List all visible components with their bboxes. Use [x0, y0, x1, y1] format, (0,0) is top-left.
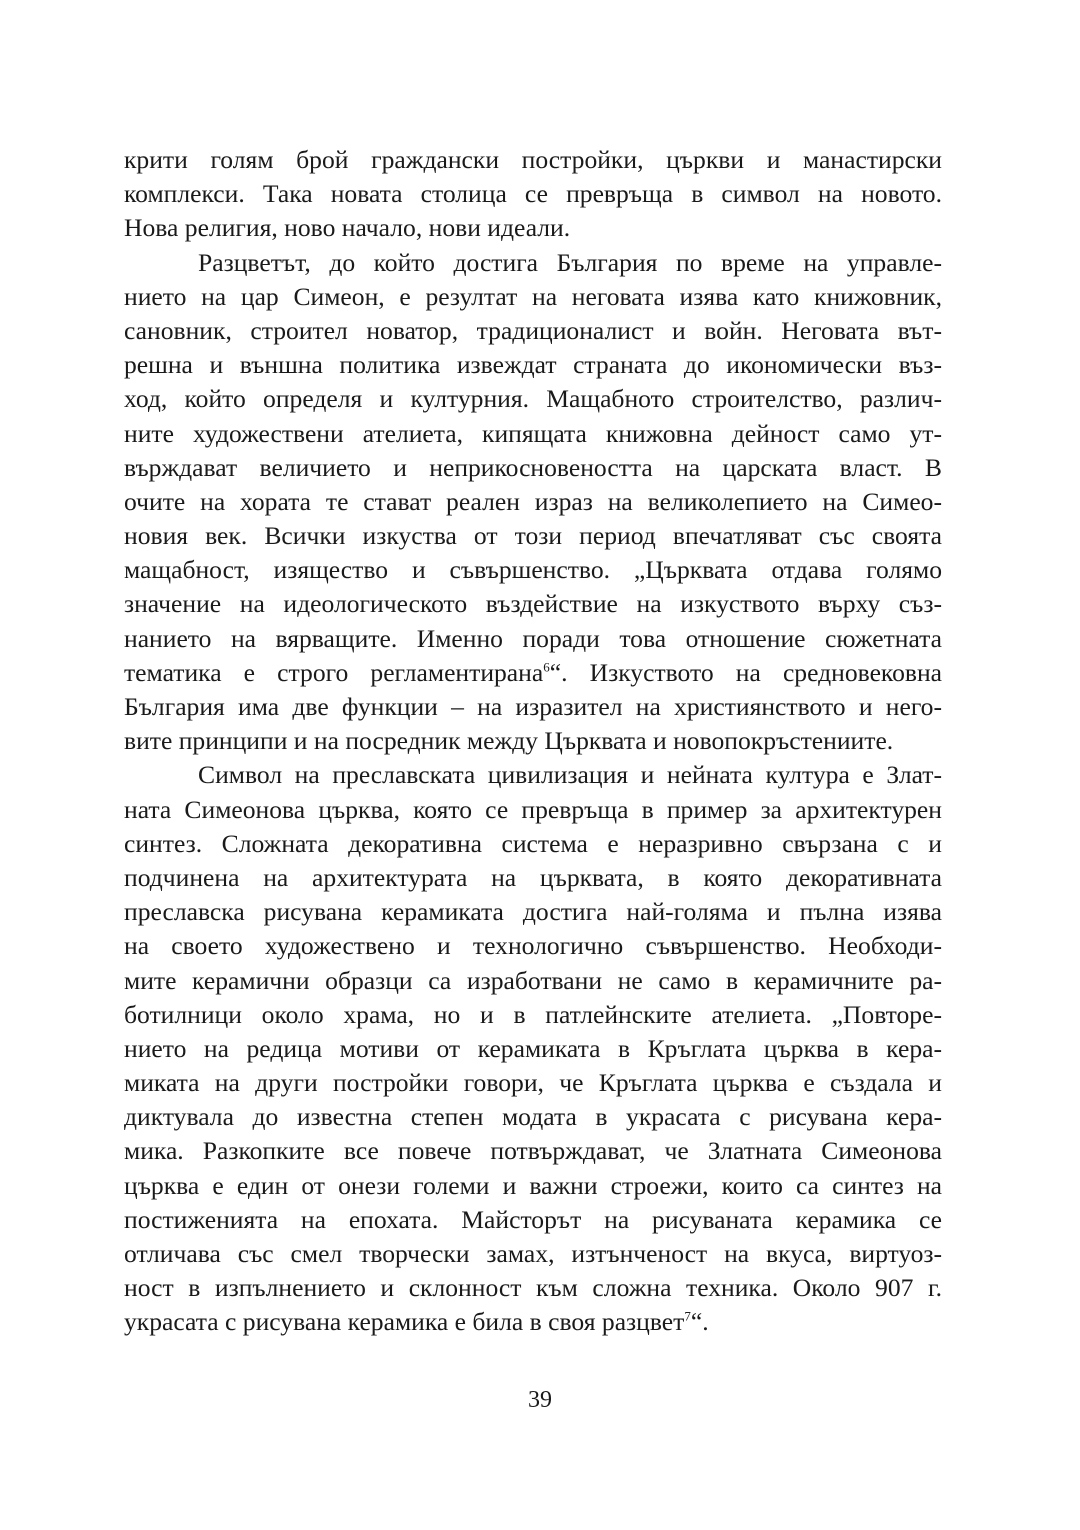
text-line: мика. Разкопките все повече потвърждават, че Златната Симеонова [124, 1136, 942, 1166]
text-line: Нова религия, ново начало, нови идеали. [124, 213, 571, 243]
text-line: България има две функции – на изразител на християнството и него- [124, 692, 942, 721]
paragraph-first-line: Символ на преславската цивилизация и нейната култура е Злат- [198, 760, 942, 790]
text-line: вите принципи и на посредник между Църквата и новопокръстениите. [124, 726, 894, 756]
text-line: преславска рисувана керамиката достига най-голяма и пълна изява [124, 897, 942, 927]
footnote-ref-6: 6 [543, 659, 550, 675]
text-line: ните художествени ателиета, кипящата книжовна дейност само ут- [124, 418, 942, 448]
text-line: значение на идеологическото въздействие на изкуството върху съз- [124, 589, 942, 619]
text-line: отличава със смел творчески замах, изтънченост на вкуса, виртуоз- [124, 1239, 942, 1268]
text-line: църква е един от онези големи и важни строежи, които са синтез на [124, 1170, 942, 1200]
text-line: мащабност, изящество и съвършенство. „Църквата отдава голямо [124, 555, 942, 585]
text-line: нието на цар Симеон, е резултат на неговата изява като книжовник, [124, 281, 942, 311]
page-number: 39 [528, 1387, 552, 1413]
text-line: мите керамични образци са изработвани не само в керамичните ра- [124, 965, 942, 995]
text-line: на своето художествено и технологично съвършенство. Необходи- [124, 931, 942, 961]
text-fragment: “. [690, 1307, 709, 1337]
text-line: подчинена на архитектурата на църквата, в която декоративната [124, 862, 942, 892]
body-text [124, 143, 942, 1340]
text-line: новия век. Всички изкуства от този период впечатляват със своята [124, 521, 942, 551]
text-line: миката на други постройки говори, че Кръглата църква е създала и [124, 1068, 942, 1098]
paragraph-first-line: Разцветът, до който достига България по време на управле- [198, 247, 942, 277]
footnote-ref-7: 7 [684, 1308, 691, 1324]
text-line: постиженията на епохата. Майсторът на рисуваната керамика се [124, 1204, 942, 1234]
text-line-with-footnote [124, 656, 942, 690]
text-line: сановник, строител новатор, традиционалист и войн. Неговата вът- [124, 315, 942, 345]
text-line: синтез. Сложната декоративна система е неразривно свързана с и [124, 828, 942, 858]
text-line: решна и външна политика извеждат страната до икономически въз- [124, 350, 942, 380]
text-line: ност в изпълнението и склонност към сложна техника. Около 907 г. [124, 1273, 942, 1303]
text-line: ботилници около храма, но и в патлейнските ателиета. „Повторе- [124, 999, 942, 1029]
text-line: крити голям брой граждански постройки, църкви и манастирски [124, 145, 942, 174]
text-line: нието на редица мотиви от керамиката в Кръглата църква в кера- [124, 1033, 942, 1063]
text-line-with-footnote [124, 1305, 942, 1339]
text-line: ната Симеонова църква, която се превръща в пример за архитектурен [124, 794, 942, 824]
text-fragment: “. Изкуството на средновековна [549, 657, 943, 687]
text-line: нанието на вярващите. Именно поради това отношение сюжетната [124, 623, 942, 653]
text-line: ход, който определя и културния. Мащабното строителство, различ- [124, 384, 942, 414]
text-fragment: тематика е строго регламентирана [124, 657, 544, 687]
text-line: комплекси. Така новата столица се превръща в символ на новото. [124, 179, 942, 209]
text-line: върждават величието и неприкосновеността на царската власт. В [124, 452, 942, 482]
text-line: очите на хората те стават реален израз на великолепието на Симео- [124, 486, 942, 516]
text-fragment: украсата с рисувана керамика е била в своя разцвет [124, 1307, 685, 1337]
text-line: диктувала до известна степен модата в украсата с рисувана кера- [124, 1102, 942, 1132]
